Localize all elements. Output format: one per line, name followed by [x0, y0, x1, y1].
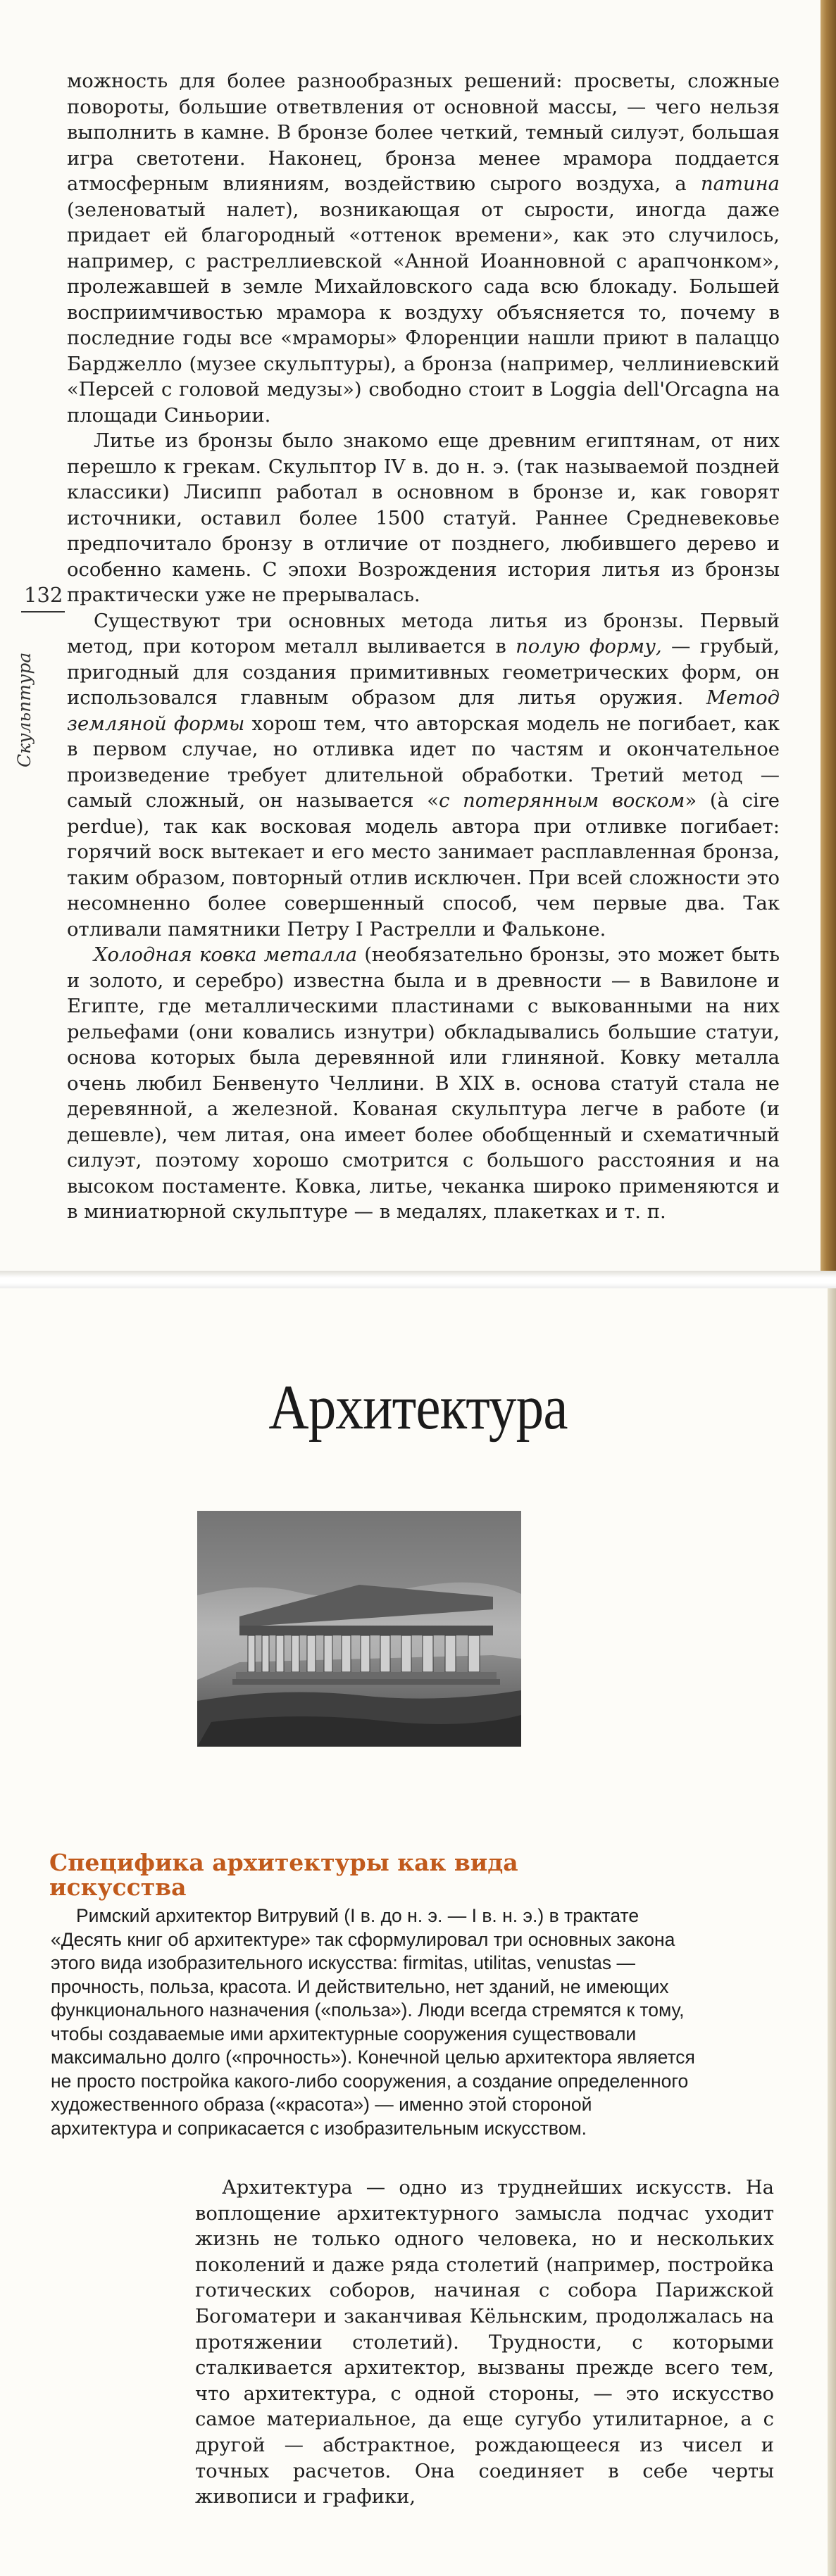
- section-title: Специфика архитектуры как вида искусства: [49, 1849, 518, 1901]
- page-number-rule: [21, 611, 65, 612]
- paragraph: [67, 943, 780, 1226]
- book-edge: [821, 0, 836, 1271]
- text-run: можность для более разнообразных решений: просветы, сложные повороты, большие ответвления от основной массы, — чего нельзя выполнить в камне. В бронзе более четкий, темный силуэт, большая игра светотени. Наконец, бронза менее мрамора поддается атмосферным влияниям, воздействию сырого воздуха, а: [67, 70, 780, 195]
- text-run: хорош тем, что авторская модель не погибает, как в первом случае, но отливка идет по частям и окончательное произведение требует длительной обработки. Третий метод — самый сложный, он называется «: [67, 712, 780, 812]
- text-run: Литье из бронзы было знакомо еще древним египтянам, от них перешло к грекам. Скульптор IV в. до н. э. (так называемой поздней классики) Лисипп работал в основном в бронзе и, как говорят источники, оставил более 1500 статуй. Раннее Средневековье предпочитало бронзу в отличие от позднего, любившего дерево и особенно камень. С эпохи Возрождения история литья из бронзы практически уже не прерывалась.: [67, 430, 780, 606]
- paragraph: [67, 609, 780, 943]
- main-text-block: [195, 2175, 774, 2511]
- sculpture-text-block: [67, 69, 780, 1226]
- parthenon-photo: [197, 1511, 521, 1747]
- parthenon-illustration: [197, 1511, 521, 1747]
- main-paragraph: Архитектура — одно из труднейших искусств. На воплощение архитектурного замысла подчас уходит жизнь не только одного человека, но и нескольких поколений и даже ряда столетий (например, постройка готических соборов, начиная с собора Парижской Богоматери и заканчивая Кёльнским, продолжалась на протяжении столетий). Трудности, с которыми сталкивается архитектор, вызваны прежде всего тем, что архитектура, с одной стороны, — это искусство самое материальное, да еще сугубо утилитарное, а с другой — абстрактное, рождающееся из чисел и точных расчетов. Она соединяет в себе черты живописи и графики,: [195, 2177, 774, 2508]
- text-run: — грубый, пригодный для создания примитивных геометрических форм, он использовался главным образом для литья оружия.: [67, 636, 780, 709]
- italic-term: полую форму,: [516, 636, 662, 658]
- book-edge: [828, 1288, 836, 2576]
- page-number: 132: [24, 583, 63, 607]
- paragraph: [67, 69, 780, 429]
- running-head: Скульптура: [14, 652, 35, 767]
- paragraph: [67, 429, 780, 609]
- text-run: Существуют три основных метода литья из бронзы. Первый метод, при котором металл выливается в: [67, 610, 780, 658]
- page-gap: [0, 1271, 836, 1288]
- text-run: (зеленоватый налет), возникающая от сырости, иногда даже придает ей благородный «оттенок времени», как это случилось, например, с растреллиевской «Анной Иоанновной с арапчонком», пролежавшей в земле Михайловского сада всю блокаду. Большей восприимчивостью мрамора к воздуху объясняется то, почему в последние годы все «мраморы» Флоренции нашли приют в палаццо Барджелло (музее скульптуры), а бронза (например, челлиниевский «Персей с головой медузы») свободно стоит в Loggia dell'Orcagna на площади Синьории.: [67, 199, 780, 427]
- intro-paragraph: Римский архитектор Витрувий (I в. до н. э. — I в. н. э.) в трактате «Десять книг об архитектуре» так сформулировал три основных закона этого вида изобразительного искусства: firmitas, utilitas, venustas — прочность, польза, красота. И действительно, нет зданий, не имеющих функционального назначения («польза»). Люди всегда стремятся к тому, чтобы создаваемые ими архитектурные сооружения существовали максимально долго («прочность»). Конечной целью архитектора является не просто постройка какого-либо сооружения, а создание определенного художественного образа («красота») — именно этой стороной архитектура и соприкасается с изобразительным искусством.: [51, 1905, 695, 2139]
- intro-text-block: [51, 1904, 702, 2140]
- book-page-sculpture: [0, 0, 836, 1271]
- text-run: » (à cire perdue), так как восковая модель автора при отливке погибает: горячий воск вытекает и его место занимает расплавленная бронза, таким образом, повторный отлив исключен. При всей сложности это несомненно более совершенный способ, чем первые два. Так отливали памятники Петру I Растрелли и Фальконе.: [67, 790, 780, 941]
- italic-term: Холодная ковка металла: [94, 944, 358, 966]
- italic-term: с потерянным воском: [439, 790, 685, 812]
- italic-term: патина: [701, 173, 780, 195]
- text-run: (необязательно бронзы, это может быть и золото, и серебро) известна была и в древности — в Вавилоне и Египте, где металлическими пластинами с выкованными на них рельефами (они ковались изнутри) обкладывались большие статуи, основа которых была деревянной или глиняной. Ковку металла очень любил Бенвенуто Челлини. В XIX в. основа статуй стала не деревянной, а железной. Кованая скульптура легче в работе (и дешевле), чем литая, она имеет более обобщенный и схематичный силуэт, поэтому хорошо смотрится с большого расстояния и на высоком постаменте. Ковка, литье, чеканка широко применяются и в миниатюрной скульптуре — в медалях, плакетках и т. п.: [67, 944, 780, 1223]
- chapter-title: Архитектура: [268, 1373, 568, 1443]
- italic-term: Метод земляной формы: [67, 687, 780, 735]
